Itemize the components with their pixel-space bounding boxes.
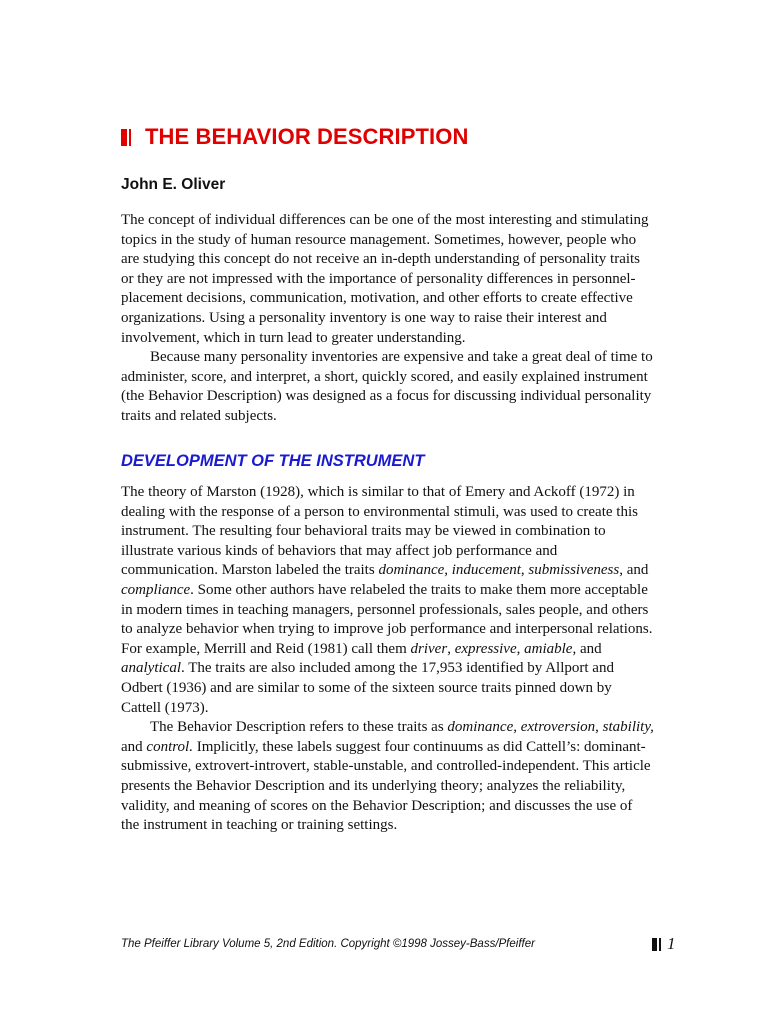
term-inducement: inducement (451, 562, 521, 579)
term-dominance: dominance (378, 562, 445, 579)
term-driver: driver (410, 640, 448, 657)
author-name: John E. Oliver (121, 176, 226, 193)
text-line: or they are not impressed with the importance of personality differences in personnel- (121, 270, 636, 287)
section-paragraph-2 (121, 718, 701, 836)
text-line: submissive, extrovert-introvert, stable-unstable, and controlled-independent. This article (121, 758, 651, 775)
term-submissiveness: submissiveness (528, 562, 620, 579)
text-line (121, 659, 701, 679)
term-analytical: analytical (121, 660, 181, 677)
section-heading: DEVELOPMENT OF THE INSTRUMENT (121, 452, 425, 470)
page-marker-icon (652, 938, 661, 951)
term-control: control. (146, 738, 193, 755)
term-extroversion: extroversion (520, 719, 596, 736)
text-line (121, 640, 701, 660)
text-segment: , (447, 640, 455, 657)
text-line (121, 561, 701, 581)
text-line (121, 581, 701, 601)
text-segment: Implicitly, these labels suggest four continuums as did Cattell’s: dominant- (192, 738, 646, 755)
text-segment: , and (572, 640, 602, 657)
text-segment: . The traits are also included among the 17,953 identified by Allport and (181, 660, 614, 677)
text-line: Odbert (1936) and are similar to some of the sixteen source traits pinned down by (121, 679, 612, 696)
text-segment: , (516, 640, 525, 657)
text-line: to analyze behavior when trying to improve job performance and interpersonal relations. (121, 621, 653, 638)
text-segment: . Some other authors have relabeled the traits to make them more acceptable (190, 581, 648, 598)
title-marker-icon (121, 129, 131, 146)
intro-paragraph-2 (121, 348, 701, 426)
text-line: dealing with the response of a person to environmental stimuli, was used to create this (121, 503, 638, 520)
page-title: THE BEHAVIOR DESCRIPTION (145, 124, 469, 149)
text-segment: , (444, 562, 452, 579)
intro-text (121, 211, 701, 427)
text-segment: and (121, 738, 147, 755)
text-line: placement decisions, communication, motivation, and other efforts to create effective (121, 290, 633, 307)
footer-copyright: The Pfeiffer Library Volume 5, 2nd Edition. Copyright ©1998 Jossey-Bass/Pfeiffer (121, 938, 535, 950)
text-line: validity, and meaning of scores on the Behavior Description; and discusses the use of (121, 797, 633, 814)
text-line: topics in the study of human resource management. Sometimes, however, people who (121, 231, 637, 248)
text-line: involvement, which in turn lead to greater understanding. (121, 329, 466, 346)
text-line: (the Behavior Description) was designed as a focus for discussing individual personality (121, 388, 652, 405)
text-segment: , and (619, 562, 649, 579)
text-line: administer, score, and interpret, a short, quickly scored, and easily explained instrument (121, 368, 648, 385)
title-row (121, 124, 468, 150)
text-line: Because many personality inventories are expensive and take a great deal of time to (150, 349, 653, 366)
text-segment: , (595, 719, 603, 736)
term-stability: stability, (602, 719, 654, 736)
text-line: in modern times in teaching managers, personnel professionals, sales people, and others (121, 601, 649, 618)
text-segment: For example, Merrill and Reid (1981) call them (121, 640, 411, 657)
text-line: organizations. Using a personality inventory is one way to raise their interest and (121, 309, 607, 326)
section-text (121, 483, 701, 836)
text-line: instrument. The resulting four behavioral traits may be viewed in combination to (121, 523, 606, 540)
text-line: Cattell (1973). (121, 699, 209, 716)
text-line (121, 738, 701, 758)
text-line: illustrate various kinds of behaviors that may affect job performance and (121, 542, 558, 559)
text-line: The theory of Marston (1928), which is similar to that of Emery and Ackoff (1972) in (121, 484, 635, 500)
text-line: The concept of individual differences can be one of the most interesting and stimulating (121, 212, 649, 228)
intro-paragraph-1 (121, 211, 701, 348)
term-expressive: expressive (454, 640, 517, 657)
term-amiable: amiable (524, 640, 573, 657)
text-segment: The Behavior Description refers to these traits as (150, 719, 448, 736)
text-line: traits and related subjects. (121, 407, 277, 424)
term-dominance: dominance (447, 719, 514, 736)
text-line: presents the Behavior Description and its underlying theory; analyzes the reliability, (121, 777, 626, 794)
text-segment: communication. Marston labeled the traits (121, 562, 379, 579)
page-number-area (652, 934, 676, 954)
term-compliance: compliance (121, 581, 191, 598)
text-line: the instrument in teaching or training settings. (121, 817, 398, 834)
section-paragraph-1 (121, 483, 701, 718)
text-line (121, 718, 701, 738)
text-segment: , (513, 719, 521, 736)
text-line: are studying this concept do not receive an in-depth understanding of personality traits (121, 251, 641, 268)
text-segment: , (520, 562, 529, 579)
page-number: 1 (667, 934, 676, 953)
